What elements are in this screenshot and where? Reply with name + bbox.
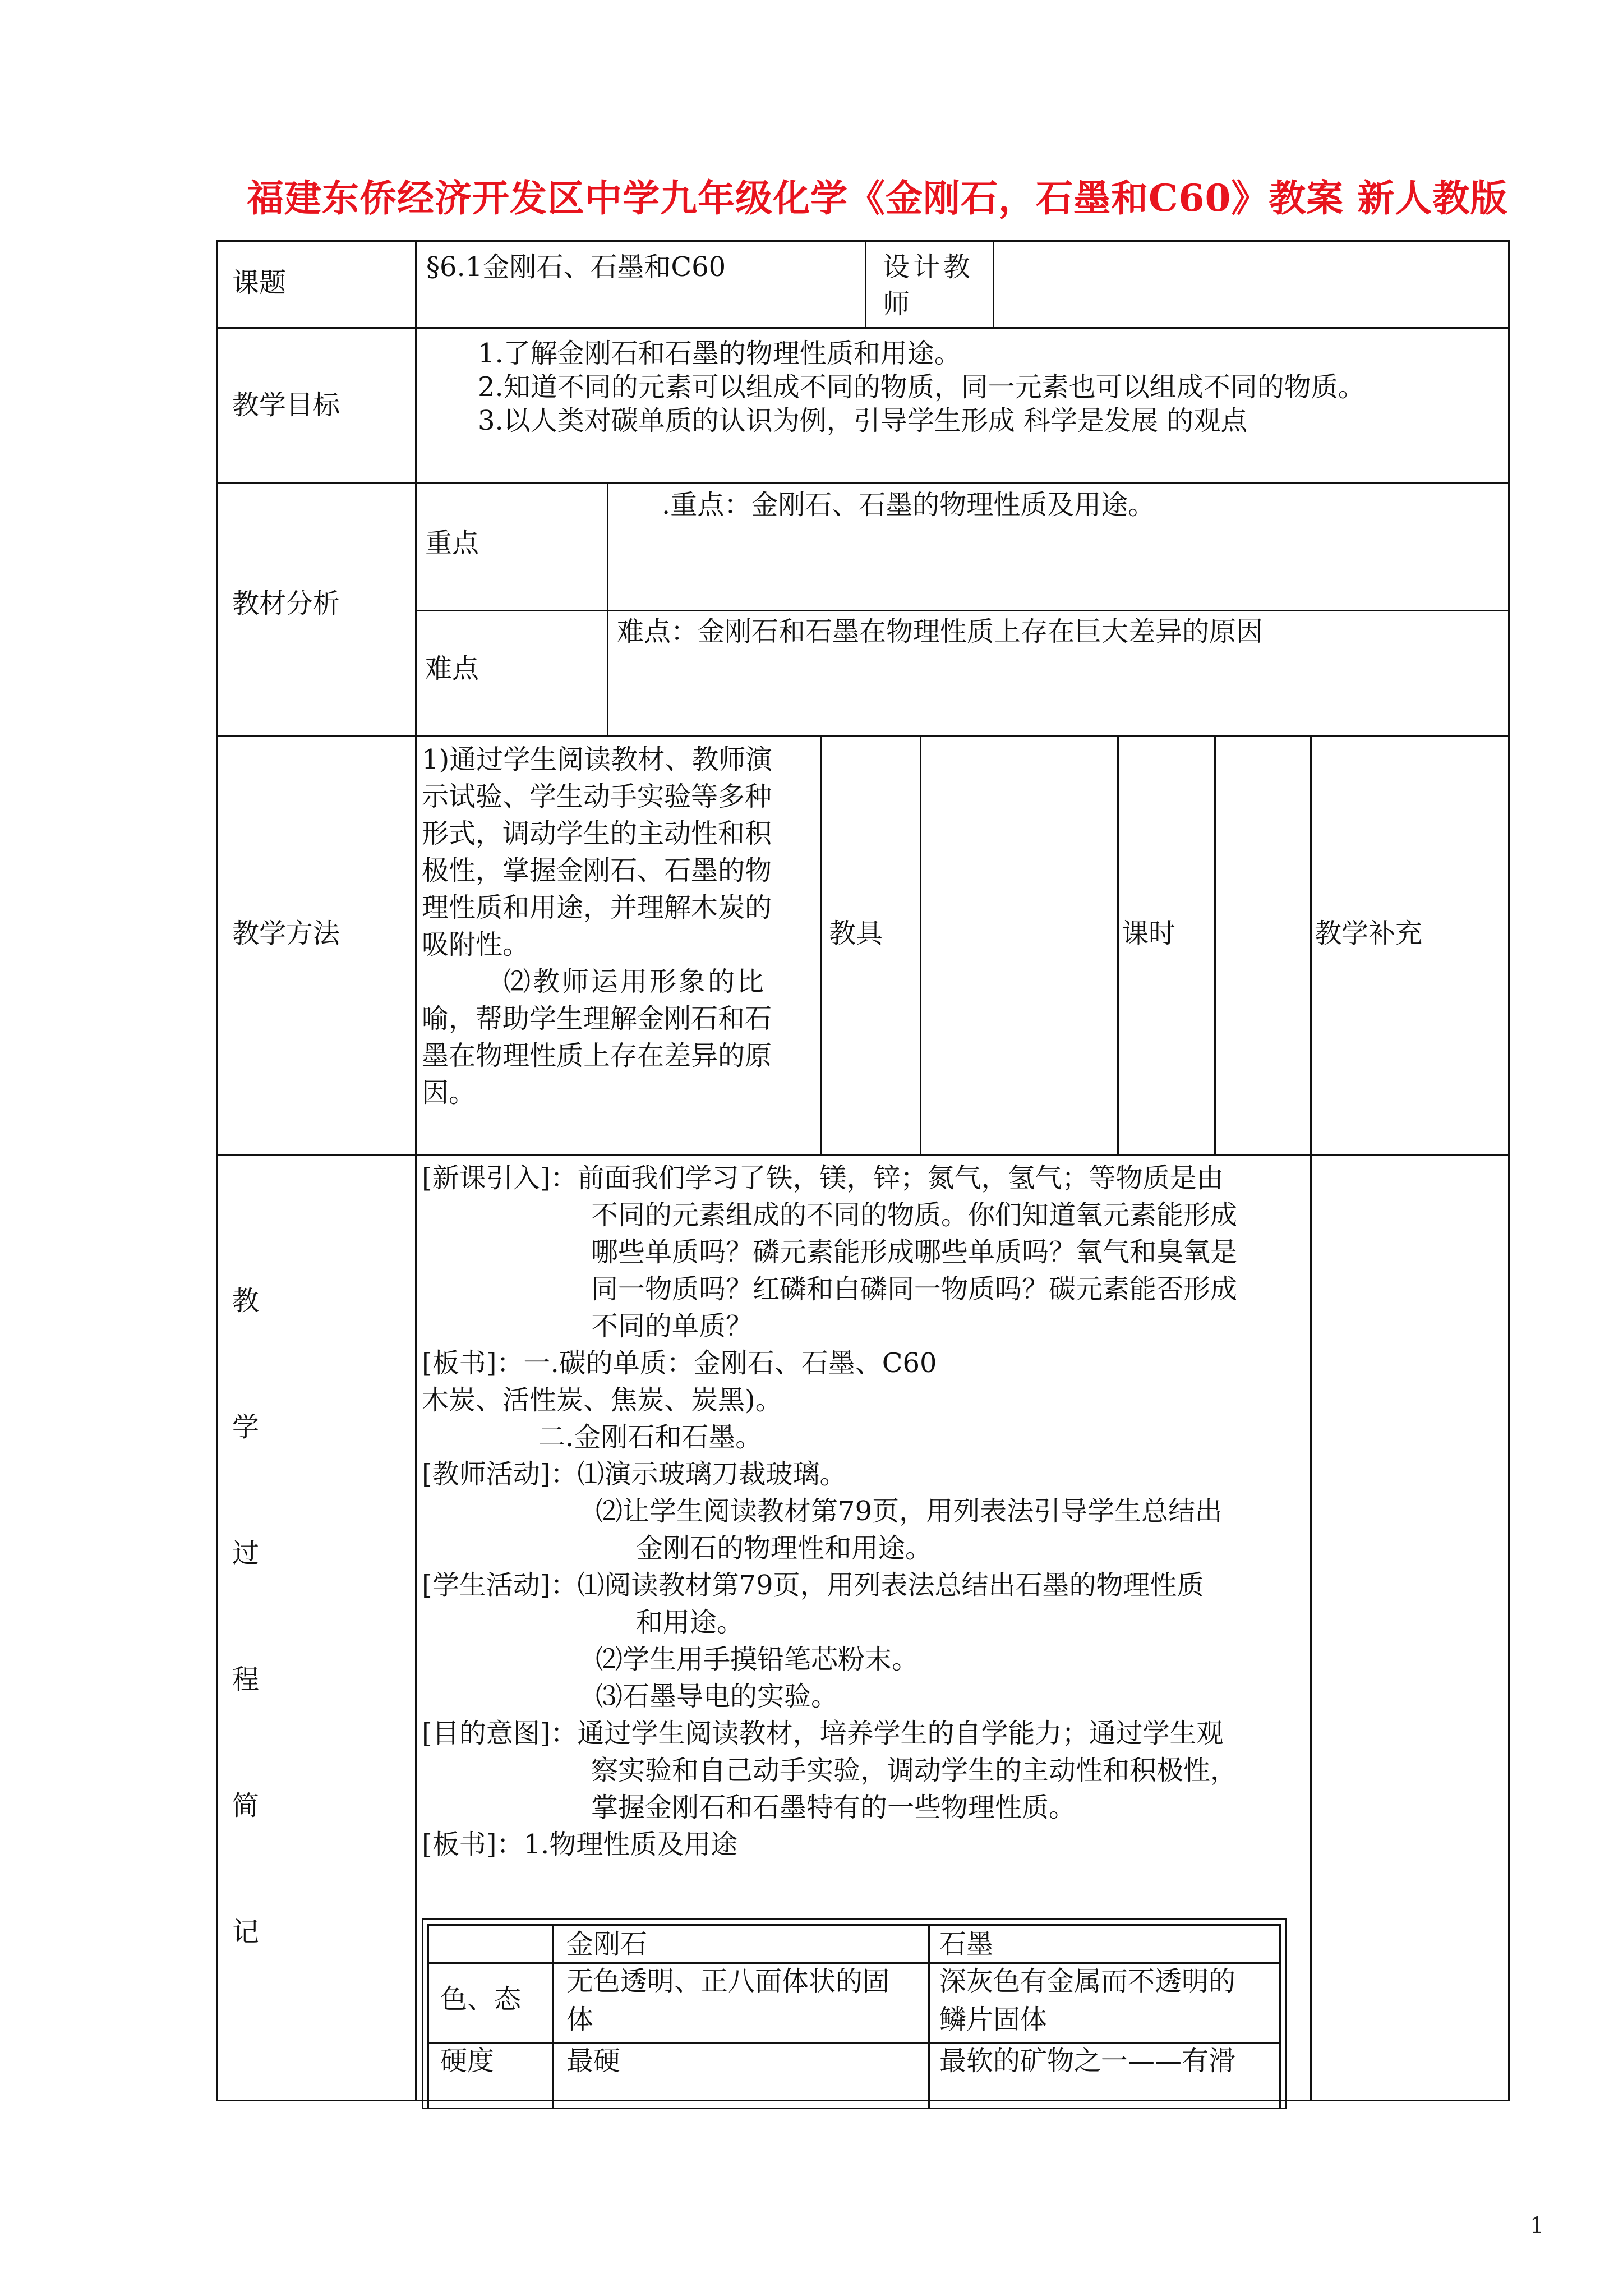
column-divider bbox=[993, 240, 994, 327]
graphite-color-state: 深灰色有金属而不透明的 bbox=[939, 1966, 1236, 1997]
inner-table-inner-border bbox=[427, 1924, 1281, 2109]
goal-item: 1.了解金刚石和石墨的物理性质和用途。 bbox=[478, 338, 961, 369]
process-line: 二.金刚石和石墨。 bbox=[538, 1421, 763, 1453]
column-divider bbox=[865, 240, 866, 327]
method-text-line: 1)通过学生阅读教材、教师演 bbox=[422, 744, 773, 775]
method-text-line: 理性质和用途，并理解木炭的 bbox=[422, 892, 772, 923]
column-divider bbox=[607, 482, 608, 735]
key-point-text: .重点：金刚石、石墨的物理性质及用途。 bbox=[662, 489, 1155, 521]
process-line: 哪些单质吗？磷元素能形成哪些单质吗？氧气和臭氧是 bbox=[591, 1236, 1238, 1268]
column-divider bbox=[920, 735, 921, 1154]
row-divider bbox=[216, 1154, 1510, 1156]
process-line: [目的意图]：通过学生阅读教材，培养学生的自学能力；通过学生观 bbox=[422, 1718, 1224, 1749]
page-number: 1 bbox=[1530, 2213, 1544, 2239]
process-line: [新课引入]：前面我们学习了铁，镁，锌；氮气，氢气；等物质是由 bbox=[422, 1162, 1224, 1194]
designer-label: 设计教 bbox=[883, 251, 974, 283]
process-line: 木炭、活性炭、焦炭、炭黑)。 bbox=[422, 1384, 782, 1416]
supplement-label: 教学补充 bbox=[1315, 918, 1423, 949]
process-line: 同一物质吗？红磷和白磷同一物质吗？碳元素能否形成 bbox=[591, 1273, 1238, 1305]
analysis-label: 教材分析 bbox=[232, 588, 340, 619]
method-label: 教学方法 bbox=[232, 918, 340, 949]
property-hardness: 硬度 bbox=[440, 2045, 495, 2077]
label-column-divider bbox=[415, 240, 417, 2101]
process-label-char: 过 bbox=[232, 1538, 260, 1569]
difficult-point-text: 难点：金刚石和石墨在物理性质上存在巨大差异的原因 bbox=[617, 616, 1264, 647]
method-text-line: 极性，掌握金刚石、石墨的物 bbox=[422, 855, 772, 886]
process-label-char: 程 bbox=[232, 1664, 260, 1695]
method-text-line: 吸附性。 bbox=[422, 929, 530, 960]
row-divider bbox=[216, 482, 1510, 484]
tools-label: 教具 bbox=[829, 918, 883, 949]
graphite-hardness: 最软的矿物之一——有滑 bbox=[939, 2045, 1236, 2077]
process-line: 和用途。 bbox=[636, 1607, 744, 1638]
process-label-char: 学 bbox=[232, 1411, 260, 1443]
column-divider bbox=[820, 735, 822, 1154]
column-divider bbox=[1310, 1154, 1312, 2101]
graphite-color-state: 鳞片固体 bbox=[939, 2004, 1048, 2035]
method-text-line: 示试验、学生动手实验等多种 bbox=[422, 781, 772, 812]
class-hours-label: 课时 bbox=[1122, 918, 1176, 949]
process-line: ⑵学生用手摸铅笔芯粉末。 bbox=[596, 1644, 919, 1675]
method-text-line: 形式，调动学生的主动性和积 bbox=[422, 818, 772, 849]
method-text-line: ⑵教师运用形象的比 bbox=[504, 966, 767, 997]
process-line: 不同的单质？ bbox=[591, 1310, 753, 1342]
process-line: 察实验和自己动手实验，调动学生的主动性和积极性， bbox=[591, 1755, 1238, 1786]
goal-item: 3.以人类对碳单质的认识为例，引导学生形成 科学是发展 的观点 bbox=[478, 405, 1248, 436]
topic-label: 课题 bbox=[232, 267, 287, 298]
inner-row-divider bbox=[427, 2042, 1281, 2044]
designer-label: 师 bbox=[883, 288, 910, 320]
process-label-char: 简 bbox=[232, 1790, 260, 1821]
process-label-char: 教 bbox=[232, 1285, 260, 1317]
goal-item: 2.知道不同的元素可以组成不同的物质，同一元素也可以组成不同的物质。 bbox=[478, 371, 1365, 403]
inner-column-divider bbox=[552, 1924, 554, 2109]
process-line: [板书]：一.碳的单质：金刚石、石墨、C60 bbox=[422, 1347, 937, 1379]
column-divider bbox=[1310, 735, 1312, 1154]
method-text-line: 喻，帮助学生理解金刚石和石 bbox=[422, 1003, 772, 1034]
topic-value: §6.1金刚石、石墨和C60 bbox=[426, 251, 726, 283]
column-divider bbox=[1214, 735, 1216, 1154]
process-line: ⑶石墨导电的实验。 bbox=[596, 1681, 838, 1712]
process-line: [教师活动]：⑴演示玻璃刀裁玻璃。 bbox=[422, 1458, 847, 1490]
process-line: ⑵让学生阅读教材第79页，用列表法引导学生总结出 bbox=[596, 1496, 1223, 1527]
process-line: 不同的元素组成的不同的物质。你们知道氧元素能形成 bbox=[591, 1199, 1238, 1231]
inner-column-divider bbox=[928, 1924, 930, 2109]
method-text-line: 墨在物理性质上存在差异的原 bbox=[422, 1040, 772, 1071]
column-divider bbox=[1117, 735, 1119, 1154]
process-line: [学生活动]：⑴阅读教材第79页，用列表法总结出石墨的物理性质 bbox=[422, 1570, 1204, 1601]
difficult-point-label: 难点 bbox=[425, 653, 479, 684]
diamond-hardness: 最硬 bbox=[566, 2045, 621, 2077]
goals-label: 教学目标 bbox=[232, 389, 340, 421]
process-line: 掌握金刚石和石墨特有的一些物理性质。 bbox=[591, 1792, 1076, 1823]
diamond-column-header: 金刚石 bbox=[566, 1929, 648, 1960]
method-text-line: 因。 bbox=[422, 1077, 476, 1108]
graphite-column-header: 石墨 bbox=[939, 1929, 994, 1960]
key-point-label: 重点 bbox=[425, 527, 479, 559]
row-divider bbox=[216, 735, 1510, 737]
row-divider bbox=[216, 327, 1510, 329]
diamond-color-state: 体 bbox=[566, 2004, 594, 2035]
process-line: [板书]：1.物理性质及用途 bbox=[422, 1829, 738, 1860]
process-label-char: 记 bbox=[232, 1916, 260, 1948]
property-color-state: 色、态 bbox=[440, 1984, 522, 2015]
process-line: 金刚石的物理性和用途。 bbox=[636, 1533, 933, 1564]
diamond-color-state: 无色透明、正八面体状的固 bbox=[566, 1966, 890, 1997]
document-title: 福建东侨经济开发区中学九年级化学《金刚石，石墨和C60》教案 新人教版 bbox=[247, 176, 1508, 220]
